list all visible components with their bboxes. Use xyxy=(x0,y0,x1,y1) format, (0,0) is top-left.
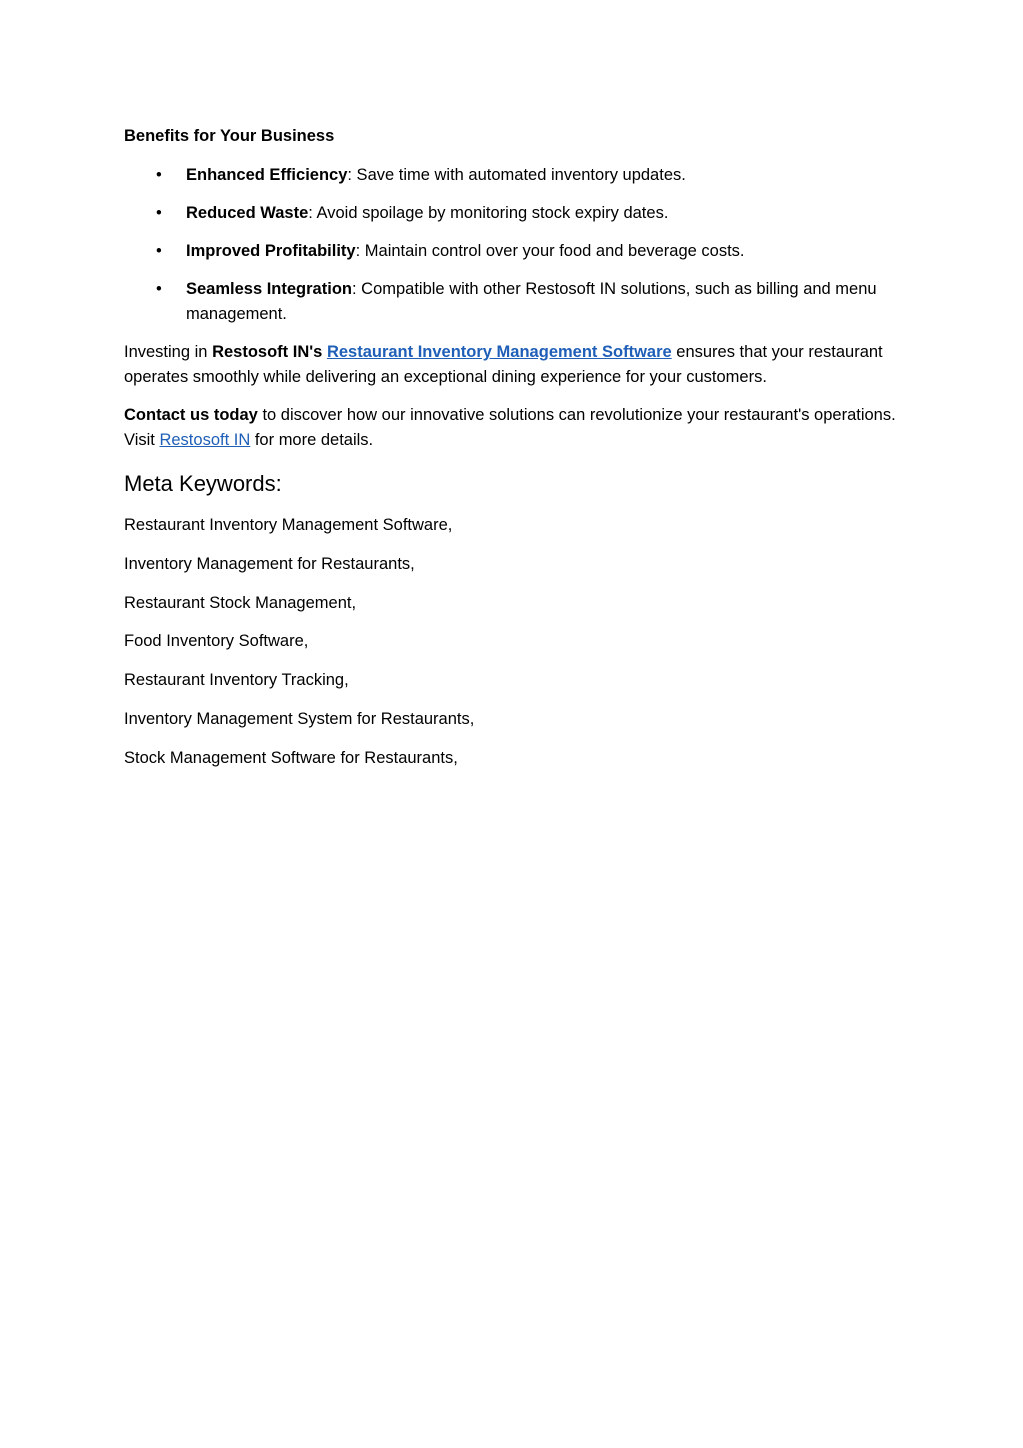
benefits-list xyxy=(124,163,899,327)
benefit-term: Enhanced Efficiency xyxy=(186,166,348,184)
keyword-item: Restaurant Inventory Management Software, xyxy=(124,516,453,534)
investing-paragraph xyxy=(124,340,899,390)
keyword-item: Stock Management Software for Restaurants, xyxy=(124,748,458,767)
benefit-term: Seamless Integration xyxy=(186,280,352,298)
document-page xyxy=(124,124,899,785)
contact-middle: to discover how our innovative solutions can revolutionize your restaurant's operations. Visit xyxy=(124,406,896,449)
keywords-list xyxy=(124,513,899,771)
keyword-item: Inventory Management for Restaurants, xyxy=(124,554,415,573)
benefit-term: Improved Profitability xyxy=(186,242,356,260)
keyword-item: Inventory Management System for Restaurants, xyxy=(124,709,475,728)
benefit-term: Reduced Waste xyxy=(186,204,309,222)
bullet-icon: • xyxy=(156,280,162,298)
benefit-item xyxy=(124,277,899,327)
investing-prefix: Investing in xyxy=(124,343,213,361)
benefit-item xyxy=(124,201,899,226)
benefit-item xyxy=(124,163,899,188)
restosoft-link[interactable]: Restosoft IN xyxy=(159,431,251,449)
bullet-icon: • xyxy=(156,242,162,260)
keyword-item: Restaurant Stock Management, xyxy=(124,593,357,612)
benefit-desc: : Maintain control over your food and beverage costs. xyxy=(355,242,745,260)
contact-end: for more details. xyxy=(250,431,374,449)
benefit-desc: : Avoid spoilage by monitoring stock expiry dates. xyxy=(308,204,669,222)
inventory-software-link[interactable]: Restaurant Inventory Management Software xyxy=(326,343,672,361)
benefit-desc: : Save time with automated inventory updates. xyxy=(347,166,686,184)
benefit-desc: : Compatible with other Restosoft IN solutions, such as billing and menu management. xyxy=(186,280,877,323)
keyword-item: Restaurant Inventory Tracking, xyxy=(124,671,349,690)
meta-keywords-heading: Meta Keywords: xyxy=(124,471,282,496)
bullet-icon: • xyxy=(156,166,162,184)
brand-name: Restosoft IN's xyxy=(212,343,323,361)
contact-lead: Contact us today xyxy=(124,406,258,424)
keyword-item: Food Inventory Software, xyxy=(124,632,309,651)
contact-paragraph xyxy=(124,403,899,453)
benefits-heading: Benefits for Your Business xyxy=(124,127,335,145)
bullet-icon: • xyxy=(156,204,162,222)
investing-suffix: ensures that your restaurant operates smoothly while delivering an exceptional dining experience for your customers. xyxy=(124,343,883,386)
benefit-item xyxy=(124,239,899,264)
